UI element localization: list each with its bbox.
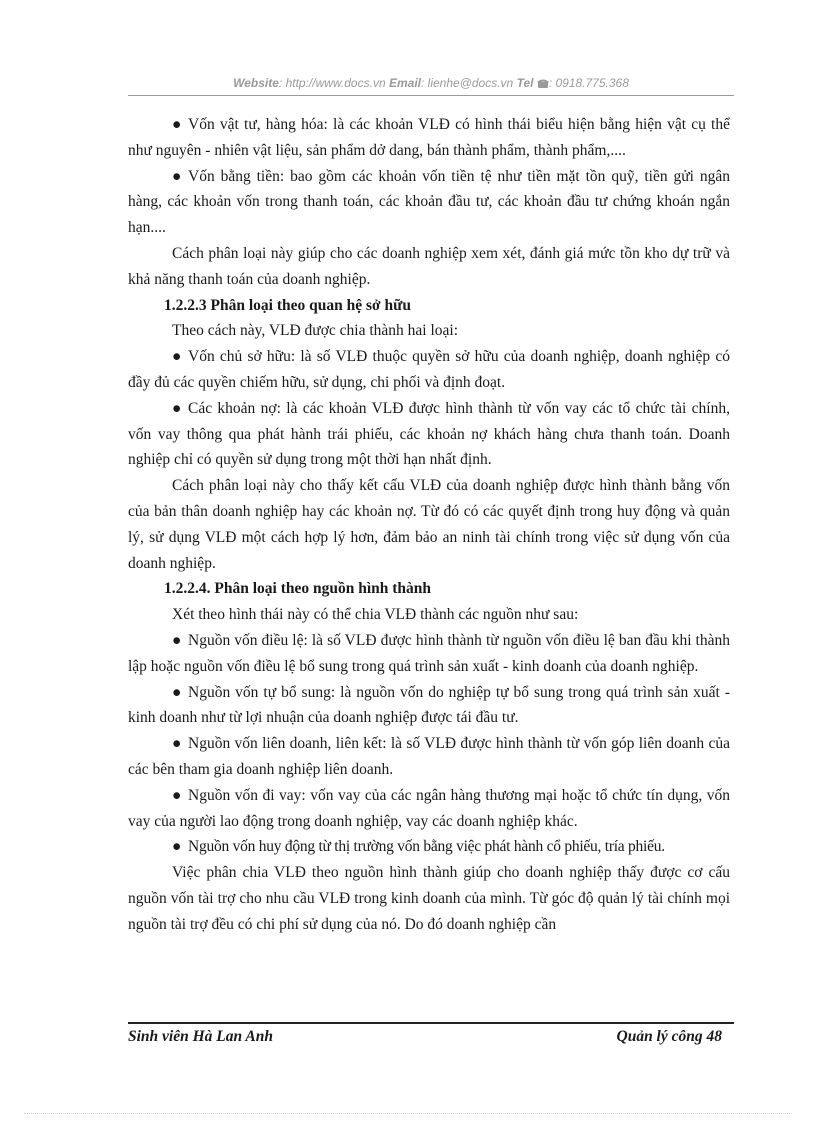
paragraph-bullet: [128, 680, 730, 732]
paragraph-bullet: [128, 834, 730, 860]
paragraph-text: Nguồn vốn đi vay: vốn vay của các ngân hàng thương mại hoặc tổ chức tín dụng, vốn vay của người lao động trong doanh nghiệp, vay các doanh nghiệp khác.: [128, 786, 730, 830]
bullet-icon: ●: [172, 631, 182, 649]
paragraph-bullet: [128, 731, 730, 783]
paragraph-text: Nguồn vốn tự bổ sung: là nguồn vốn do nghiệp tự bổ sung trong quá trình sản xuất - kinh doanh như từ lợi nhuận của doanh nghiệp được tái đầu tư.: [128, 683, 730, 727]
paragraph: Cách phân loại này giúp cho các doanh nghiệp xem xét, đánh giá mức tồn kho dự trữ và khả năng thanh toán của doanh nghiệp.: [128, 244, 730, 288]
paragraph-bullet: [128, 628, 730, 680]
bullet-icon: ●: [172, 786, 182, 804]
paragraph: Theo cách này, VLĐ được chia thành hai loại:: [172, 322, 459, 340]
paragraph-bullet: [128, 783, 730, 835]
paragraph-text: Các khoản nợ: là các khoản VLĐ được hình thành từ vốn vay các tổ chức tài chính, vốn vay thông qua phát hành trái phiếu, các khoản nợ khách hàng chưa thanh toán. Doanh nghiệp chỉ có quyền sử dụng trong một thời hạn nhất định.: [128, 399, 730, 469]
paragraph-text: Vốn chủ sở hữu: là số VLĐ thuộc quyền sở hữu của doanh nghiệp, doanh nghiệp có đầy đủ các quyền chiếm hữu, sử dụng, chi phối và định đoạt.: [128, 348, 730, 391]
page-bottom-border: [24, 1113, 792, 1114]
tel-label: Tel: [516, 76, 534, 90]
tel-value: : 0918.775.368: [548, 76, 629, 90]
bullet-icon: ●: [172, 399, 182, 417]
paragraph-bullet: [128, 164, 730, 241]
paragraph: Xét theo hình thái này có thể chia VLĐ thành các nguồn như sau:: [172, 606, 579, 624]
section-heading: 1.2.2.4. Phân loại theo nguồn hình thành: [164, 580, 432, 598]
paragraph-text: Nguồn vốn liên doanh, liên kết: là số VLĐ được hình thành từ vốn góp liên doanh của các bên tham gia doanh nghiệp liên doanh.: [128, 735, 730, 778]
footer-author: Sinh viên Hà Lan Anh: [128, 1028, 274, 1045]
bullet-icon: ●: [172, 116, 182, 133]
paragraph-bullet: [128, 396, 730, 473]
document-body: [128, 112, 730, 938]
section-heading: 1.2.2.3 Phân loại theo quan hệ sở hữu: [164, 296, 412, 314]
footer-divider: [128, 1022, 734, 1024]
paragraph: Việc phân chia VLĐ theo nguồn hình thành giúp cho doanh nghiệp thấy được cơ cấu nguồn vốn tài trợ cho nhu cầu VLĐ trong kinh doanh của mình. Từ góc độ quản lý tài chính mọi nguồn tài trợ đều có chi phí sử dụng của nó. Do đó doanh nghiệp cần: [128, 864, 730, 933]
bullet-icon: ●: [172, 735, 182, 753]
bullet-icon: ●: [172, 683, 182, 701]
page-header: [128, 76, 734, 90]
paragraph-text: Vốn vật tư, hàng hóa: là các khoản VLĐ có hình thái biểu hiện bằng hiện vật cụ thể như nguyên - nhiên vật liệu, sản phẩm dở dang, bán thành phẩm, thành phẩm,....: [128, 116, 730, 159]
header-divider: [128, 95, 734, 96]
paragraph: Cách phân loại này cho thấy kết cấu VLĐ của doanh nghiệp được hình thành bằng vốn của bản thân doanh nghiệp hay các khoản nợ. Từ đó có các quyết định trong huy động và quản lý, sử dụng VLĐ một cách hợp lý hơn, đảm bảo an ninh tài chính trong việc sử dụng vốn của doanh nghiệp.: [128, 477, 730, 572]
email-label: Email: [388, 76, 421, 90]
paragraph-bullet: [128, 344, 730, 396]
paragraph-text: Nguồn vốn huy động từ thị trường vốn bằng việc phát hành cổ phiếu, tría phiếu.: [188, 838, 665, 856]
bullet-icon: ●: [172, 167, 182, 185]
phone-icon: [537, 78, 549, 88]
paragraph-bullet: [128, 112, 730, 164]
bullet-icon: ●: [172, 838, 182, 856]
website-label: Website: [233, 76, 279, 90]
paragraph-text: Vốn bằng tiền: bao gồm các khoản vốn tiền tệ như tiền mặt tồn quỹ, tiền gửi ngân hàng, các khoản vốn trong thanh toán, các khoản đầu tư, các khoản đầu tư chứng khoán ngắn hạn....: [128, 167, 730, 237]
email-value: : lienhe@docs.vn: [420, 76, 514, 90]
website-value: : http://www.docs.vn: [278, 76, 386, 90]
footer-page-label: Quản lý công 48: [616, 1028, 722, 1045]
bullet-icon: ●: [172, 348, 182, 366]
paragraph-text: Nguồn vốn điều lệ: là số VLĐ được hình thành từ nguồn vốn điều lệ ban đầu khi thành lập hoặc nguồn vốn điều lệ bổ sung trong quá trình sản xuất - kinh doanh của doanh nghiệp.: [128, 631, 730, 675]
